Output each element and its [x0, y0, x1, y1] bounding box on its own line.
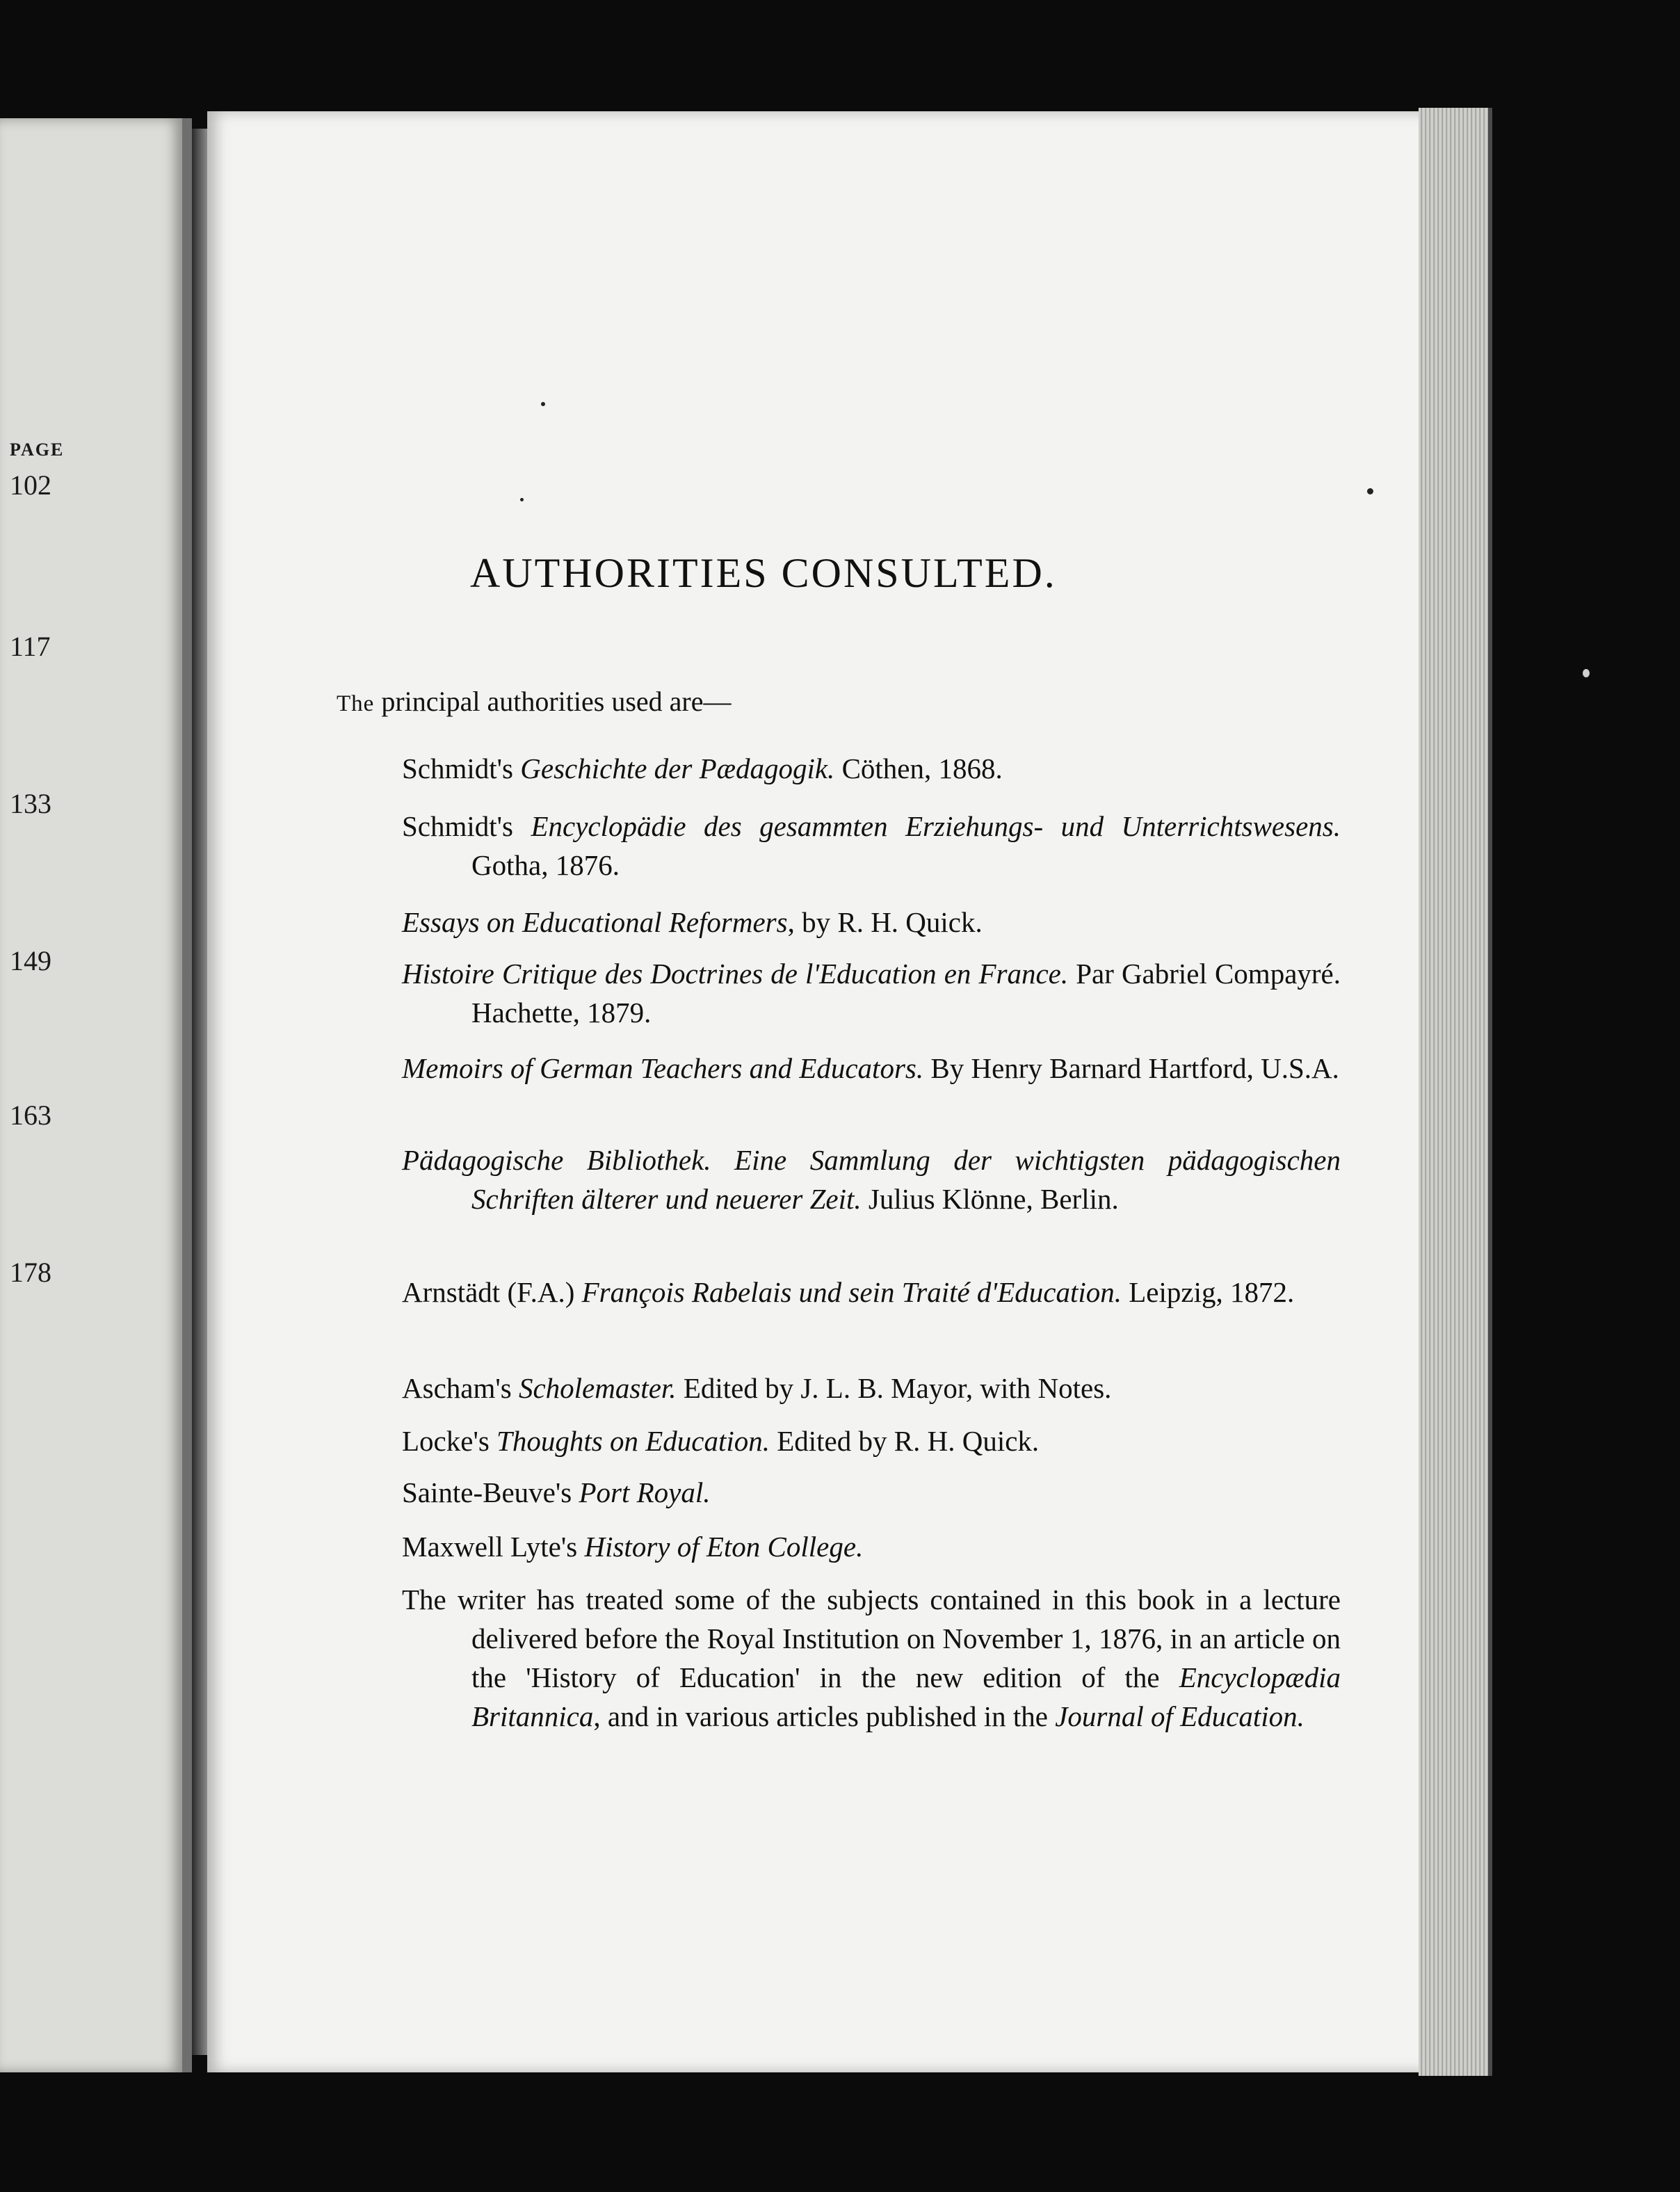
list-item: [402, 1421, 1341, 1460]
speck: [1583, 669, 1590, 677]
page-number: 163: [10, 1099, 51, 1131]
entry-title: Encyclopædia Britannica: [471, 1661, 1341, 1732]
entry-text: Edited by R. H. Quick.: [769, 1425, 1040, 1457]
intro-lead: The: [337, 691, 375, 716]
list-item: [402, 807, 1341, 885]
entry-title: Geschichte der Pædagogik.: [520, 752, 835, 784]
list-item: [402, 1141, 1341, 1218]
entry-text: The writer has treated some of the subjects contained in this book in a lecture delivered before the Royal Institution on November 1, 1876, in an article on the 'History of Education' in the new edition of the: [402, 1583, 1341, 1693]
entry-title: Histoire Critique des Doctrines de l'Education en France.: [402, 958, 1069, 990]
intro-rest: principal authorities used are—: [374, 686, 732, 717]
entry-title: Thoughts on Education.: [496, 1425, 770, 1457]
page-number: 117: [10, 631, 51, 662]
page-edge: [1419, 108, 1492, 2076]
intro-text: [337, 685, 731, 718]
entry-text: Schmidt's: [402, 752, 521, 784]
list-item: [402, 749, 1341, 788]
entry-title: Encyclopädie des gesammten Erziehungs- und Unterrichtswesens.: [531, 810, 1341, 842]
speck: [1367, 488, 1373, 494]
page-number: 178: [10, 1257, 51, 1288]
list-item: [402, 1473, 1341, 1512]
list-item: [402, 1049, 1341, 1088]
entry-text: Arnstädt (F.A.): [402, 1276, 582, 1308]
entry-text: Julius Klönne, Berlin.: [861, 1183, 1119, 1215]
entry-title: Scholemaster.: [518, 1372, 677, 1404]
left-page: [0, 118, 192, 2072]
list-item: [402, 1527, 1341, 1566]
list-item: [402, 1580, 1341, 1736]
entry-title: Journal of Education.: [1055, 1700, 1305, 1732]
entry-text: Leipzig, 1872.: [1121, 1276, 1295, 1308]
entry-text: , and in various articles published in the: [593, 1700, 1056, 1732]
entry-title: Port Royal.: [579, 1476, 711, 1508]
entry-text: Ascham's: [402, 1372, 519, 1404]
entry-text: Edited by J. L. B. Mayor, with Notes.: [676, 1372, 1112, 1404]
list-item: [402, 954, 1341, 1032]
page-label: PAGE: [10, 440, 65, 460]
speck: [541, 402, 545, 406]
entry-text: Cöthen, 1868.: [834, 752, 1003, 784]
entry-text: Maxwell Lyte's: [402, 1531, 585, 1563]
entry-text: By Henry Barnard Hartford, U.S.A.: [923, 1052, 1339, 1084]
entry-text: Locke's: [402, 1425, 497, 1457]
page-title: AUTHORITIES CONSULTED.: [470, 550, 1057, 596]
entry-text: Gotha, 1876.: [471, 849, 620, 881]
page-number: 102: [10, 469, 51, 501]
right-page: [207, 111, 1431, 2072]
entry-title: History of Eton College.: [584, 1531, 864, 1563]
entry-text: Par Gabriel Compayré. Hachette, 1879.: [471, 958, 1341, 1029]
list-item: [402, 903, 1341, 942]
entry-text: , by R. H. Quick.: [787, 906, 983, 938]
book-gutter: [192, 129, 207, 2055]
entry-title: Essays on Educational Reformers: [402, 906, 788, 938]
page-number: 149: [10, 945, 51, 976]
entry-title: Pädagogische Bibliothek. Eine Sammlung der wichtigsten pädagogischen Schriften älterer und neuerer Zeit.: [402, 1144, 1341, 1215]
entry-text: Schmidt's: [402, 810, 531, 842]
list-item: [402, 1369, 1341, 1408]
list-item: [402, 1273, 1341, 1312]
entry-title: François Rabelais und sein Traité d'Education.: [581, 1276, 1122, 1308]
speck: [520, 498, 524, 501]
entry-text: Sainte-Beuve's: [402, 1476, 579, 1508]
entry-title: Memoirs of German Teachers and Educators.: [402, 1052, 924, 1084]
page-number: 133: [10, 788, 51, 819]
